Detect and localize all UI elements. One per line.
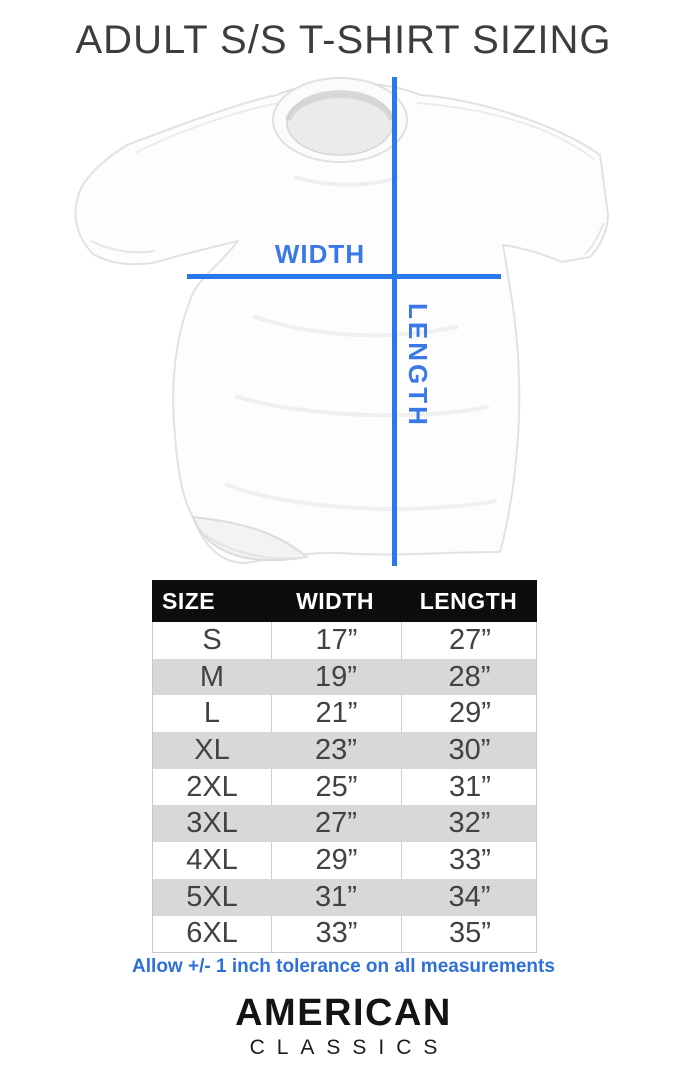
size-cell: XL bbox=[194, 733, 230, 766]
width-cell: 17” bbox=[271, 622, 401, 659]
size-cell: 4XL bbox=[186, 843, 238, 876]
size-table bbox=[152, 580, 537, 953]
header-size: SIZE bbox=[162, 587, 216, 614]
tshirt-diagram bbox=[55, 65, 635, 575]
length-cell: 34” bbox=[448, 880, 491, 913]
length-cell: 28” bbox=[448, 660, 491, 693]
header-length: LENGTH bbox=[419, 587, 518, 614]
table-row bbox=[153, 622, 536, 659]
table-row bbox=[153, 805, 536, 842]
size-cell: 5XL bbox=[186, 880, 238, 913]
header-width: WIDTH bbox=[296, 587, 374, 614]
tolerance-note: Allow +/- 1 inch tolerance on all measurements bbox=[132, 956, 555, 977]
table-row bbox=[153, 659, 536, 696]
width-cell: 21” bbox=[271, 695, 401, 732]
table-row bbox=[153, 769, 536, 806]
width-cell: 29” bbox=[271, 842, 401, 879]
table-row bbox=[153, 732, 536, 769]
length-measure-line bbox=[392, 77, 397, 566]
brand-name-classics: CLASSICS bbox=[249, 1036, 450, 1059]
table-row bbox=[153, 842, 536, 879]
width-cell: 25” bbox=[271, 769, 401, 806]
width-cell: 23” bbox=[315, 733, 357, 766]
size-cell: L bbox=[203, 697, 221, 730]
table-row bbox=[153, 916, 536, 953]
width-cell: 31” bbox=[315, 880, 357, 913]
brand-logo bbox=[0, 994, 687, 1060]
table-row bbox=[153, 879, 536, 916]
length-cell: 29” bbox=[401, 695, 538, 732]
size-cell: S bbox=[202, 623, 222, 656]
length-cell: 31” bbox=[401, 769, 538, 806]
width-cell: 19” bbox=[315, 660, 357, 693]
size-cell: 3XL bbox=[186, 807, 238, 840]
length-label: LENGTH bbox=[403, 303, 433, 428]
page-title: ADULT S/S T-SHIRT SIZING bbox=[75, 18, 612, 62]
length-cell: 35” bbox=[401, 916, 538, 953]
width-label: WIDTH bbox=[274, 239, 366, 269]
size-table-header bbox=[152, 580, 537, 622]
size-cell: 6XL bbox=[186, 917, 238, 950]
width-measure-line bbox=[187, 274, 501, 279]
length-cell: 33” bbox=[401, 842, 538, 879]
width-cell: 33” bbox=[271, 916, 401, 953]
brand-name-american: AMERICAN bbox=[235, 992, 452, 1034]
tshirt-illustration bbox=[55, 65, 635, 575]
width-cell: 27” bbox=[315, 807, 357, 840]
size-table-body bbox=[152, 622, 537, 953]
length-cell: 32” bbox=[448, 807, 491, 840]
length-cell: 30” bbox=[448, 733, 491, 766]
table-row bbox=[153, 695, 536, 732]
size-cell: 2XL bbox=[186, 770, 238, 803]
length-cell: 27” bbox=[401, 622, 538, 659]
size-cell: M bbox=[199, 660, 225, 693]
